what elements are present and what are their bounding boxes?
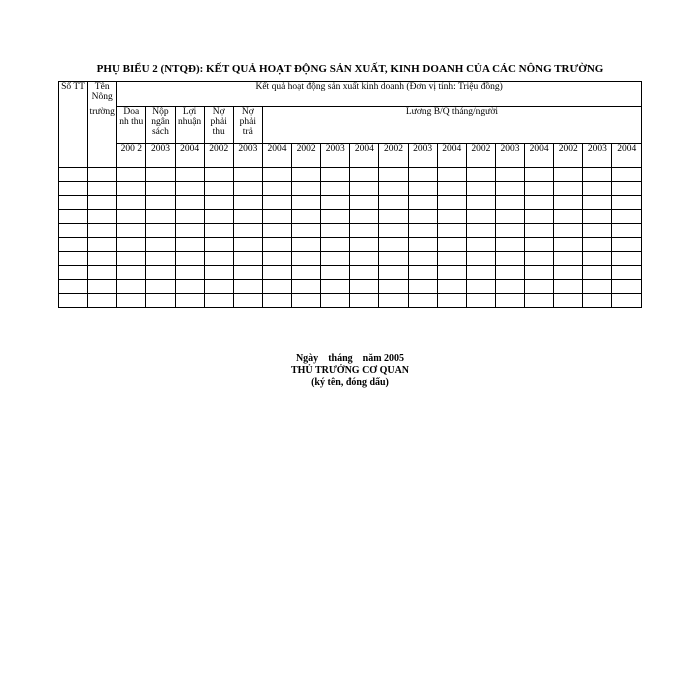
table-cell	[583, 280, 612, 294]
table-cell	[88, 224, 117, 238]
table-cell	[204, 280, 233, 294]
table-row	[59, 168, 642, 182]
year-cell: 2004	[262, 144, 291, 168]
table-cell	[292, 168, 321, 182]
table-cell	[175, 252, 204, 266]
table-cell	[59, 224, 88, 238]
table-cell	[175, 210, 204, 224]
table-cell	[466, 182, 495, 196]
table-row	[59, 224, 642, 238]
table-cell	[466, 210, 495, 224]
year-cell: 2002	[292, 144, 321, 168]
table-cell	[321, 294, 350, 308]
table-cell	[525, 266, 554, 280]
table-cell	[525, 182, 554, 196]
table-cell	[59, 266, 88, 280]
table-cell	[350, 168, 379, 182]
table-cell	[379, 168, 408, 182]
table-cell	[408, 182, 437, 196]
table-cell	[495, 168, 524, 182]
year-cell: 2002	[204, 144, 233, 168]
table-cell	[408, 196, 437, 210]
table-cell	[204, 210, 233, 224]
table-cell	[292, 294, 321, 308]
table-cell	[262, 294, 291, 308]
table-cell	[146, 168, 175, 182]
table-cell	[495, 182, 524, 196]
table-cell	[146, 266, 175, 280]
table-cell	[612, 168, 642, 182]
table-cell	[59, 238, 88, 252]
table-cell	[437, 224, 466, 238]
table-cell	[350, 266, 379, 280]
table-cell	[554, 196, 583, 210]
table-cell	[321, 252, 350, 266]
table-cell	[262, 196, 291, 210]
table-cell	[292, 182, 321, 196]
table-row	[59, 238, 642, 252]
table-cell	[437, 280, 466, 294]
table-cell	[233, 210, 262, 224]
table-cell	[204, 294, 233, 308]
table-cell	[175, 280, 204, 294]
table-cell	[379, 238, 408, 252]
table-cell	[408, 224, 437, 238]
table-cell	[583, 168, 612, 182]
year-cell: 2002	[554, 144, 583, 168]
table-row	[59, 280, 642, 294]
table-cell	[612, 196, 642, 210]
table-cell	[117, 252, 146, 266]
table-cell	[292, 238, 321, 252]
year-cell: 2004	[612, 144, 642, 168]
table-cell	[554, 182, 583, 196]
page-title: PHỤ BIỂU 2 (NTQĐ): KẾT QUẢ HOẠT ĐỘNG SẢN XUẤT, KINH DOANH CỦA CÁC NÔNG TRƯỜNG	[96, 63, 604, 75]
table-cell	[233, 280, 262, 294]
table-cell	[88, 280, 117, 294]
table-cell	[466, 252, 495, 266]
table-cell	[437, 182, 466, 196]
table-cell	[408, 168, 437, 182]
table-cell	[292, 280, 321, 294]
table-cell	[59, 168, 88, 182]
table-cell	[379, 196, 408, 210]
table-cell	[321, 168, 350, 182]
table-cell	[437, 210, 466, 224]
table-cell	[612, 210, 642, 224]
table-cell	[379, 224, 408, 238]
table-cell	[379, 182, 408, 196]
table-cell	[525, 294, 554, 308]
table-cell	[583, 266, 612, 280]
table-cell	[175, 238, 204, 252]
table-cell	[495, 210, 524, 224]
table-cell	[437, 294, 466, 308]
header-group-results: Kết quả hoạt động sản xuất kinh doanh (Đơn vị tính: Triệu đồng)	[117, 82, 642, 107]
year-cell: 2002	[379, 144, 408, 168]
table-cell	[583, 294, 612, 308]
table-cell	[262, 238, 291, 252]
table-cell	[262, 210, 291, 224]
date-month: tháng	[328, 353, 353, 364]
table-cell	[321, 280, 350, 294]
year-cell: 2003	[495, 144, 524, 168]
table-cell	[146, 294, 175, 308]
table-cell	[59, 280, 88, 294]
sign-note: (ký tên, đóng dấu)	[311, 377, 389, 388]
table-cell	[350, 196, 379, 210]
table-cell	[117, 196, 146, 210]
year-cell: 2003	[233, 144, 262, 168]
year-cell: 2004	[350, 144, 379, 168]
table-cell	[495, 252, 524, 266]
table-cell	[495, 266, 524, 280]
table-cell	[437, 238, 466, 252]
table-cell	[554, 294, 583, 308]
table-cell	[204, 266, 233, 280]
table-cell	[204, 224, 233, 238]
table-cell	[262, 252, 291, 266]
table-cell	[437, 196, 466, 210]
table-cell	[350, 224, 379, 238]
table-cell	[350, 238, 379, 252]
table-cell	[583, 196, 612, 210]
header-budget: Nộp ngân sách	[146, 107, 175, 144]
table-cell	[117, 182, 146, 196]
table-cell	[583, 182, 612, 196]
table-cell	[350, 210, 379, 224]
table-row	[59, 252, 642, 266]
table-cell	[466, 196, 495, 210]
table-cell	[612, 182, 642, 196]
table-cell	[583, 238, 612, 252]
table-cell	[59, 182, 88, 196]
header-salary: Lương B/Q tháng/người	[262, 107, 641, 144]
table-cell	[379, 210, 408, 224]
table-cell	[88, 210, 117, 224]
table-cell	[88, 294, 117, 308]
table-cell	[495, 294, 524, 308]
results-table	[58, 81, 642, 308]
table-cell	[321, 196, 350, 210]
table-cell	[466, 238, 495, 252]
table-cell	[408, 280, 437, 294]
table-cell	[175, 294, 204, 308]
table-cell	[204, 252, 233, 266]
table-cell	[88, 252, 117, 266]
table-cell	[321, 238, 350, 252]
table-cell	[321, 210, 350, 224]
table-cell	[350, 182, 379, 196]
table-cell	[350, 280, 379, 294]
table-cell	[146, 182, 175, 196]
table-cell	[612, 238, 642, 252]
table-cell	[321, 182, 350, 196]
table-cell	[495, 224, 524, 238]
table-cell	[408, 238, 437, 252]
table-cell	[59, 196, 88, 210]
year-cell: 2004	[175, 144, 204, 168]
table-cell	[466, 266, 495, 280]
table-cell	[146, 238, 175, 252]
table-cell	[262, 182, 291, 196]
table-cell	[437, 168, 466, 182]
table-cell	[525, 210, 554, 224]
header-payable: Nợ phải trả	[233, 107, 262, 144]
table-cell	[437, 266, 466, 280]
table-cell	[117, 238, 146, 252]
header-name: Tên Nông	[88, 82, 117, 107]
year-cell: 2003	[146, 144, 175, 168]
signature-block	[0, 353, 700, 389]
year-cell: 2003	[321, 144, 350, 168]
table-cell	[554, 238, 583, 252]
table-cell	[379, 266, 408, 280]
year-cell: 2003	[583, 144, 612, 168]
table-cell	[204, 182, 233, 196]
table-cell	[88, 238, 117, 252]
table-cell	[583, 252, 612, 266]
table-cell	[204, 238, 233, 252]
table-row	[59, 196, 642, 210]
table-cell	[495, 280, 524, 294]
table-cell	[408, 210, 437, 224]
table-cell	[292, 210, 321, 224]
table-cell	[88, 168, 117, 182]
table-cell	[495, 238, 524, 252]
table-cell	[146, 196, 175, 210]
year-cell: 2004	[437, 144, 466, 168]
table-cell	[146, 210, 175, 224]
table-cell	[117, 224, 146, 238]
table-cell	[612, 224, 642, 238]
table-row	[59, 210, 642, 224]
year-cell: 2002	[466, 144, 495, 168]
table-cell	[117, 168, 146, 182]
table-cell	[292, 196, 321, 210]
table-cell	[233, 252, 262, 266]
table-cell	[350, 294, 379, 308]
table-cell	[583, 210, 612, 224]
table-cell	[292, 252, 321, 266]
table-cell	[379, 252, 408, 266]
table-cell	[292, 224, 321, 238]
date-year: năm 2005	[362, 353, 405, 364]
table-cell	[59, 294, 88, 308]
table-cell	[466, 294, 495, 308]
table-cell	[146, 280, 175, 294]
table-cell	[233, 266, 262, 280]
table-cell	[262, 266, 291, 280]
table-cell	[175, 224, 204, 238]
table-cell	[262, 168, 291, 182]
table-cell	[233, 238, 262, 252]
table-cell	[525, 196, 554, 210]
date-line	[0, 353, 700, 365]
table-cell	[554, 168, 583, 182]
table-cell	[466, 168, 495, 182]
table-cell	[612, 294, 642, 308]
table-cell	[408, 294, 437, 308]
table-cell	[466, 280, 495, 294]
table-cell	[233, 294, 262, 308]
table-cell	[146, 224, 175, 238]
table-cell	[525, 280, 554, 294]
table-cell	[321, 266, 350, 280]
table-cell	[350, 252, 379, 266]
year-cell: 2004	[525, 144, 554, 168]
table-cell	[612, 252, 642, 266]
table-cell	[495, 196, 524, 210]
table-cell	[204, 168, 233, 182]
table-cell	[175, 182, 204, 196]
header-profit: Lợi nhuận	[175, 107, 204, 144]
header-revenue: Doa nh thu	[117, 107, 146, 144]
table-cell	[59, 210, 88, 224]
table-cell	[233, 224, 262, 238]
table-cell	[88, 182, 117, 196]
header-receivable: Nợ phải thu	[204, 107, 233, 144]
table-cell	[554, 210, 583, 224]
table-cell	[117, 210, 146, 224]
table-cell	[583, 224, 612, 238]
table-cell	[379, 294, 408, 308]
date-day: Ngày	[295, 353, 319, 364]
table-cell	[88, 266, 117, 280]
table-cell	[379, 280, 408, 294]
table-cell	[233, 168, 262, 182]
table-cell	[175, 168, 204, 182]
table-cell	[262, 280, 291, 294]
signer-title: THỦ TRƯỞNG CƠ QUAN	[290, 365, 410, 376]
table-cell	[233, 196, 262, 210]
header-name-cont: trường	[88, 107, 117, 168]
table-row	[59, 182, 642, 196]
table-cell	[59, 252, 88, 266]
table-row	[59, 294, 642, 308]
table-cell	[525, 238, 554, 252]
table-cell	[117, 280, 146, 294]
table-cell	[525, 168, 554, 182]
table-cell	[292, 266, 321, 280]
year-cell: 200 2	[117, 144, 146, 168]
table-row	[59, 266, 642, 280]
year-cell: 2003	[408, 144, 437, 168]
table-cell	[554, 266, 583, 280]
table-cell	[525, 252, 554, 266]
header-stt: Số TT	[59, 82, 88, 168]
table-cell	[117, 266, 146, 280]
table-cell	[525, 224, 554, 238]
table-cell	[408, 266, 437, 280]
table-cell	[233, 182, 262, 196]
table-cell	[408, 252, 437, 266]
table-cell	[466, 224, 495, 238]
table-cell	[612, 266, 642, 280]
table-cell	[117, 294, 146, 308]
table-cell	[175, 266, 204, 280]
table-cell	[554, 280, 583, 294]
table-cell	[554, 224, 583, 238]
table-cell	[321, 224, 350, 238]
table-cell	[146, 252, 175, 266]
table-cell	[175, 196, 204, 210]
table-cell	[204, 196, 233, 210]
table-cell	[437, 252, 466, 266]
table-cell	[612, 280, 642, 294]
table-cell	[88, 196, 117, 210]
table-cell	[554, 252, 583, 266]
table-cell	[262, 224, 291, 238]
